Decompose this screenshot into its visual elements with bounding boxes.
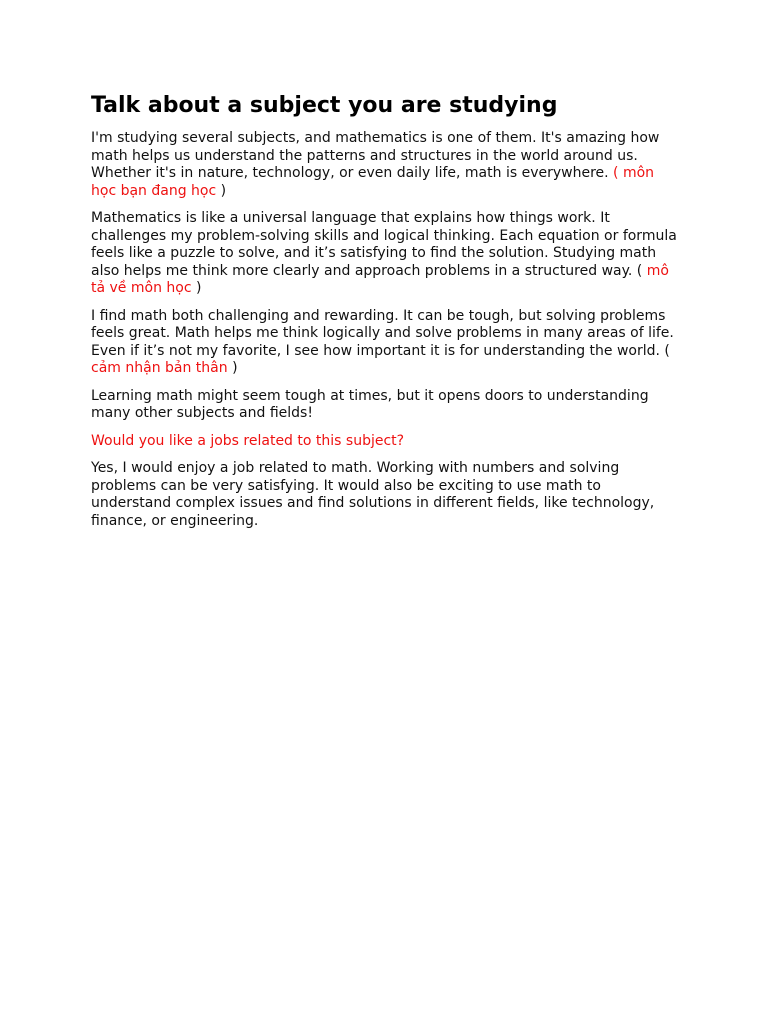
paragraph-1-note: môn học bạn đang học	[91, 165, 655, 199]
question-heading: Would you like a jobs related to this subject?	[91, 432, 405, 449]
paragraph-4-text: Learning math might seem tough at times, but it opens doors to understanding many other subjects and fields!	[91, 387, 649, 421]
paragraph-4	[91, 388, 683, 423]
paragraph-3-note-close: )	[227, 360, 238, 376]
paragraph-1-note-open: (	[608, 165, 623, 181]
paragraph-1	[91, 130, 683, 200]
paragraph-3-note: cảm nhận bản thân	[91, 360, 228, 376]
document-page	[91, 91, 683, 540]
paragraph-2-note-close: )	[191, 280, 202, 296]
paragraph-3-text: I find math both challenging and rewarding. It can be tough, but solving problems feels great. Math helps me think logically and solve problems in many areas of life. Even if it’s not my favorite, I see how important it is for understanding the world. (	[91, 307, 674, 359]
page-title: Talk about a subject you are studying	[91, 93, 558, 118]
answer-paragraph: Yes, I would enjoy a job related to math. Working with numbers and solving problems can be very satisfying. It would also be exciting to use math to understand complex issues and find solutions in different fields, like technology, finance, or engineering.	[91, 460, 655, 529]
paragraph-3	[91, 308, 683, 378]
paragraph-2	[91, 210, 683, 298]
paragraph-1-note-close: )	[216, 182, 227, 199]
paragraph-1-text: I'm studying several subjects, and mathematics is one of them. It's amazing how math helps us understand the patterns and structures in the world around us. Whether it's in nature, technology, or even daily life, math is everywhere.	[91, 130, 660, 181]
paragraph-2-note: mô tả về môn học	[91, 262, 669, 296]
paragraph-2-text: Mathematics is like a universal language that explains how things work. It challenges my problem-solving skills and logical thinking. Each equation or formula feels like a puzzle to solve, and it’s satisfying to find the solution. Studying math also helps me think more clearly and approach problems in a structured way. (	[91, 210, 677, 279]
